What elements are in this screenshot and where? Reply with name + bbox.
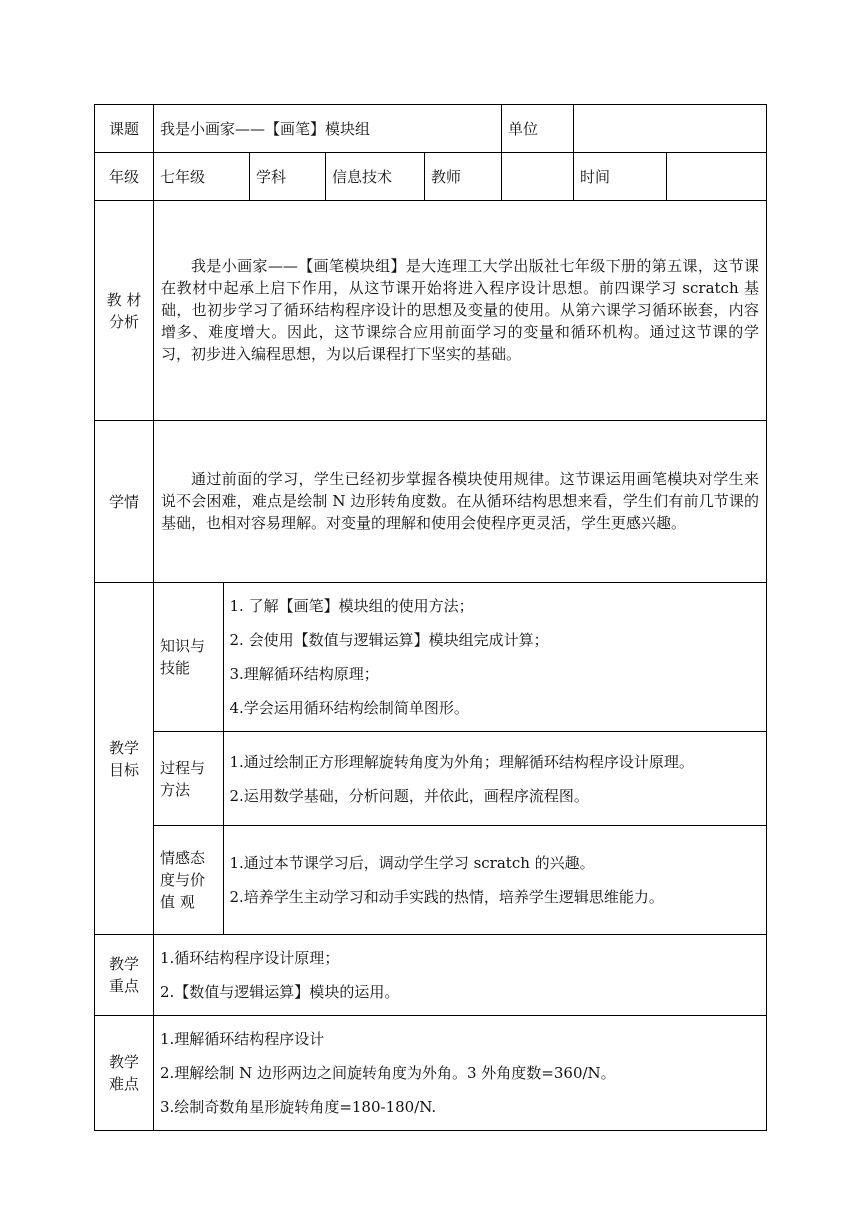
teacher-value	[502, 153, 574, 201]
grade-label: 年级	[95, 153, 154, 201]
focus-row	[95, 935, 767, 1016]
emotion-row	[154, 826, 766, 934]
info-row	[95, 153, 767, 201]
focus-label-line2: 重点	[108, 977, 139, 995]
difficulty-row	[95, 1016, 767, 1131]
emotion-label	[154, 826, 223, 934]
goals-label-line1: 教学	[108, 738, 139, 757]
goals-label-line2: 目标	[108, 760, 139, 779]
students-label: 学情	[95, 421, 154, 583]
goals-subtable	[154, 583, 766, 934]
difficulty-item-3: 3.绘制奇数角星形旋转角度=180-180/N.	[160, 1098, 437, 1116]
difficulty-item-1: 1.理解循环结构程序设计	[160, 1030, 325, 1048]
process-row	[154, 732, 766, 826]
unit-value	[574, 105, 767, 153]
process-label-line1: 过程与	[160, 758, 206, 777]
difficulty-label-line2: 难点	[108, 1075, 139, 1093]
topic-row	[95, 105, 767, 153]
process-item-1: 1.通过绘制正方形理解旋转角度为外角；理解循环结构程序设计原理。	[229, 752, 694, 771]
process-label	[154, 732, 223, 826]
unit-label: 单位	[502, 105, 574, 153]
grade-value: 七年级	[154, 153, 250, 201]
analysis-label-line2: 分析	[108, 312, 139, 331]
focus-items	[154, 935, 767, 1016]
knowledge-items	[223, 583, 766, 732]
topic-label: 课题	[95, 105, 154, 153]
teacher-label: 教师	[425, 153, 502, 201]
knowledge-item-2: 2. 会使用【数值与逻辑运算】模块组完成计算；	[229, 631, 549, 650]
knowledge-label-line1: 知识与	[160, 637, 206, 656]
process-item-2: 2.运用数学基础，分析问题，并依此，画程序流程图。	[229, 786, 589, 805]
time-label: 时间	[574, 153, 667, 201]
lesson-plan-table	[94, 104, 767, 1131]
analysis-text: 我是小画家——【画笔模块组】是大连理工大学出版社七年级下册的第五课，这节课在教材中起承上启下作用，从这节课开始将进入程序设计思想。前四课学习 scratch 基础，也初步学习了循环结构程序设计的思想及变量的使用。从第六课学习循环嵌套，内容增多、难度增大。因此，这节课综合应用前面学习的变量和循环机构。通过这节课的学习，初步进入编程思想，为以后课程打下坚实的基础。	[154, 201, 767, 421]
focus-label	[95, 935, 154, 1016]
goals-label	[95, 583, 154, 935]
knowledge-item-1: 1. 了解【画笔】模块组的使用方法；	[229, 597, 474, 616]
difficulty-item-2: 2.理解绘制 N 边形两边之间旋转角度为外角。3 外角度数=360/N。	[160, 1064, 616, 1082]
process-label-line2: 方法	[160, 780, 191, 799]
difficulty-items	[154, 1016, 767, 1131]
students-text: 通过前面的学习，学生已经初步掌握各模块使用规律。这节课运用画笔模块对学生来说不会困难，难点是绘制 N 边形转角度数。在从循环结构思想来看，学生们有前几节课的基础，也相对容易理解。对变量的理解和使用会使程序更灵活，学生更感兴趣。	[154, 421, 767, 583]
emotion-item-2: 2.培养学生主动学习和动手实践的热情，培养学生逻辑思维能力。	[229, 888, 664, 906]
goals-row	[95, 583, 767, 935]
students-row	[95, 421, 767, 583]
subject-label: 学科	[250, 153, 326, 201]
knowledge-label-line2: 技能	[160, 659, 191, 678]
emotion-label-line1: 情感态	[160, 849, 206, 867]
emotion-items	[223, 826, 766, 934]
difficulty-label	[95, 1016, 154, 1131]
analysis-row	[95, 201, 767, 421]
emotion-label-line3: 值 观	[160, 893, 195, 911]
focus-label-line1: 教学	[108, 955, 139, 973]
analysis-label	[95, 201, 154, 421]
focus-item-1: 1.循环结构程序设计原理；	[160, 949, 340, 967]
topic-value: 我是小画家——【画笔】模块组	[154, 105, 502, 153]
focus-item-2: 2.【数值与逻辑运算】模块的运用。	[160, 983, 400, 1001]
knowledge-item-3: 3.理解循环结构原理；	[229, 665, 379, 684]
knowledge-row	[154, 583, 766, 732]
emotion-item-1: 1.通过本节课学习后，调动学生学习 scratch 的兴趣。	[229, 854, 595, 872]
knowledge-label	[154, 583, 223, 732]
process-items	[223, 732, 766, 826]
analysis-label-line1: 教 材	[106, 290, 142, 309]
goals-content	[154, 583, 767, 935]
subject-value: 信息技术	[326, 153, 425, 201]
emotion-label-line2: 度与价	[160, 871, 206, 889]
time-value	[667, 153, 767, 201]
knowledge-item-4: 4.学会运用循环结构绘制简单图形。	[229, 699, 469, 718]
difficulty-label-line1: 教学	[108, 1053, 139, 1071]
